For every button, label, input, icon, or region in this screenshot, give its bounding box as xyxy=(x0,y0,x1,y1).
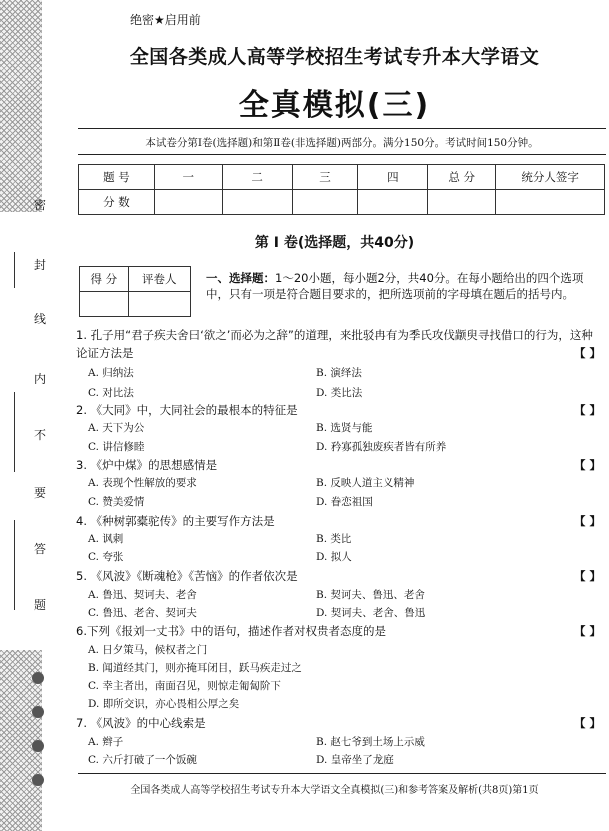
question-option: A. 鲁迅、契诃夫、老舍 xyxy=(88,589,197,601)
question-option: B. 类比 xyxy=(316,533,352,545)
score-table-header: 题 号 xyxy=(79,165,155,190)
question-stem: 2. 《大同》中，大同社会的最根本的特征是 xyxy=(76,403,298,417)
header-rule xyxy=(78,128,606,129)
question-option: D. 皇帝坐了龙庭 xyxy=(316,754,394,766)
answer-bracket[interactable]: 【 】 xyxy=(573,346,601,360)
score-table-header: 一 xyxy=(154,165,222,190)
question-stem: 3. 《炉中煤》的思想感情是 xyxy=(76,458,218,472)
exam-subtitle: 全真模拟(三) xyxy=(238,88,431,123)
score-table-score-row xyxy=(79,190,605,215)
part-title: 第 Ⅰ 卷(选择题，共40分) xyxy=(254,235,415,251)
score-table xyxy=(78,164,605,215)
seal-char: 答 xyxy=(34,542,47,556)
question-option: A. 归纳法 xyxy=(88,367,134,379)
grader-score-label: 得 分 xyxy=(80,267,129,292)
binding-hole xyxy=(32,740,44,752)
question-option: B. 选贤与能 xyxy=(316,422,373,434)
grader-score-cell[interactable] xyxy=(80,292,129,317)
question-stem: 4. 《种树郭橐驼传》的主要写作方法是 xyxy=(76,514,275,528)
binding-hole xyxy=(32,774,44,786)
score-cell[interactable] xyxy=(222,190,292,215)
binding-hole xyxy=(32,706,44,718)
question-stem: 7. 《风波》的中心线索是 xyxy=(76,716,206,730)
page-footer: 全国各类成人高等学校招生考试专升本大学语文全真模拟(三)和参考答案及解析(共8页)第1页 xyxy=(130,785,539,796)
margin-hatch-top xyxy=(0,0,42,212)
score-cell[interactable] xyxy=(496,190,605,215)
question-option: D. 拟人 xyxy=(316,551,352,563)
binding-margin xyxy=(0,0,50,831)
score-table-header: 四 xyxy=(358,165,428,190)
question-stem: 5. 《风波》《断魂枪》《苦恼》的作者依次是 xyxy=(76,569,298,583)
answer-bracket[interactable]: 【 】 xyxy=(573,514,601,528)
question-option: D. 契诃夫、老舍、鲁迅 xyxy=(316,607,426,619)
seal-char: 封 xyxy=(34,258,47,272)
answer-bracket[interactable]: 【 】 xyxy=(573,458,601,472)
answer-bracket[interactable]: 【 】 xyxy=(573,403,601,417)
instruction-text: 1～20小题，每小题2分，共40分。在每小题给出的四个选项中，只有一项是符合题目要求的，把所选项前的字母填在题后的括号内。 xyxy=(206,271,584,301)
question-option: C. 赞美爱情 xyxy=(88,496,145,508)
margin-line xyxy=(14,252,15,288)
binding-hole xyxy=(32,672,44,684)
question-option: B. 赵七爷到土场上示威 xyxy=(316,736,425,748)
grader-table xyxy=(79,266,191,317)
answer-bracket[interactable]: 【 】 xyxy=(573,716,601,730)
exam-notice: 本试卷分第Ⅰ卷(选择题)和第Ⅱ卷(非选择题)两部分。满分150分。考试时间150分钟。 xyxy=(145,137,539,149)
seal-char: 内 xyxy=(34,372,47,386)
score-table-header: 三 xyxy=(292,165,358,190)
score-cell[interactable] xyxy=(428,190,496,215)
score-cell[interactable] xyxy=(358,190,428,215)
question-option: C. 对比法 xyxy=(88,387,134,399)
answer-bracket[interactable]: 【 】 xyxy=(573,624,601,638)
score-cell[interactable] xyxy=(154,190,222,215)
margin-line xyxy=(14,392,15,472)
question-option: D. 即所交识，亦心畏相公厚之矣 xyxy=(88,698,240,710)
question-option: C. 六斤打破了一个饭碗 xyxy=(88,754,197,766)
answer-bracket[interactable]: 【 】 xyxy=(573,569,601,583)
question-option: A. 辫子 xyxy=(88,736,124,748)
score-cell[interactable] xyxy=(292,190,358,215)
grader-name-label: 评卷人 xyxy=(128,267,190,292)
seal-char: 线 xyxy=(34,312,47,326)
binding-holes xyxy=(32,672,46,808)
grader-name-cell[interactable] xyxy=(128,292,190,317)
question-stem: 1. 孔子用“君子疾夫舍曰‘欲之’而必为之辞”的道理，来批驳冉有为季氏攻伐颛臾寻找借口的行为，这种论证方法是 xyxy=(76,328,593,360)
question-option: B. 演绎法 xyxy=(316,367,362,379)
question-option: A. 日夕策马，候权者之门 xyxy=(88,644,208,656)
section-instruction xyxy=(206,270,600,302)
question-option: C. 讲信修睦 xyxy=(88,441,145,453)
seal-char: 题 xyxy=(34,598,47,612)
question-option: C. 夸张 xyxy=(88,551,124,563)
score-table-header: 总 分 xyxy=(428,165,496,190)
question-option: D. 矜寡孤独废疾者皆有所养 xyxy=(316,441,447,453)
question-option: D. 类比法 xyxy=(316,387,363,399)
score-table-header: 二 xyxy=(222,165,292,190)
notice-rule xyxy=(78,154,606,155)
footer-rule xyxy=(78,773,606,774)
question-option: C. 鲁迅、老舍、契诃夫 xyxy=(88,607,197,619)
score-table-row-label: 分 数 xyxy=(79,190,155,215)
exam-title: 全国各类成人高等学校招生考试专升本大学语文 xyxy=(129,46,540,68)
seal-char: 不 xyxy=(34,428,47,442)
score-table-header: 统分人签字 xyxy=(496,165,605,190)
question-stem: 6.下列《报刘一丈书》中的语句，描述作者对权贵者态度的是 xyxy=(76,624,386,638)
question-option: A. 表现个性解放的要求 xyxy=(88,477,197,489)
question-option: A. 天下为公 xyxy=(88,422,145,434)
seal-char: 要 xyxy=(34,486,47,500)
instruction-lead: 一、选择题： xyxy=(206,271,275,285)
confidential-label: 绝密★启用前 xyxy=(130,13,201,27)
seal-char: 密 xyxy=(34,198,47,212)
question-option: D. 眷恋祖国 xyxy=(316,496,373,508)
question-option: B. 契诃夫、鲁迅、老舍 xyxy=(316,589,425,601)
score-table-header-row xyxy=(79,165,605,190)
question-option: A. 讽刺 xyxy=(88,533,124,545)
question-option: C. 幸主者出，南面召见，则惊走匍匐阶下 xyxy=(88,680,281,692)
question-option: B. 反映人道主义精神 xyxy=(316,477,415,489)
question-option: B. 闻道经其门，则亦掩耳闭目，跃马疾走过之 xyxy=(88,662,302,674)
margin-line xyxy=(14,520,15,610)
